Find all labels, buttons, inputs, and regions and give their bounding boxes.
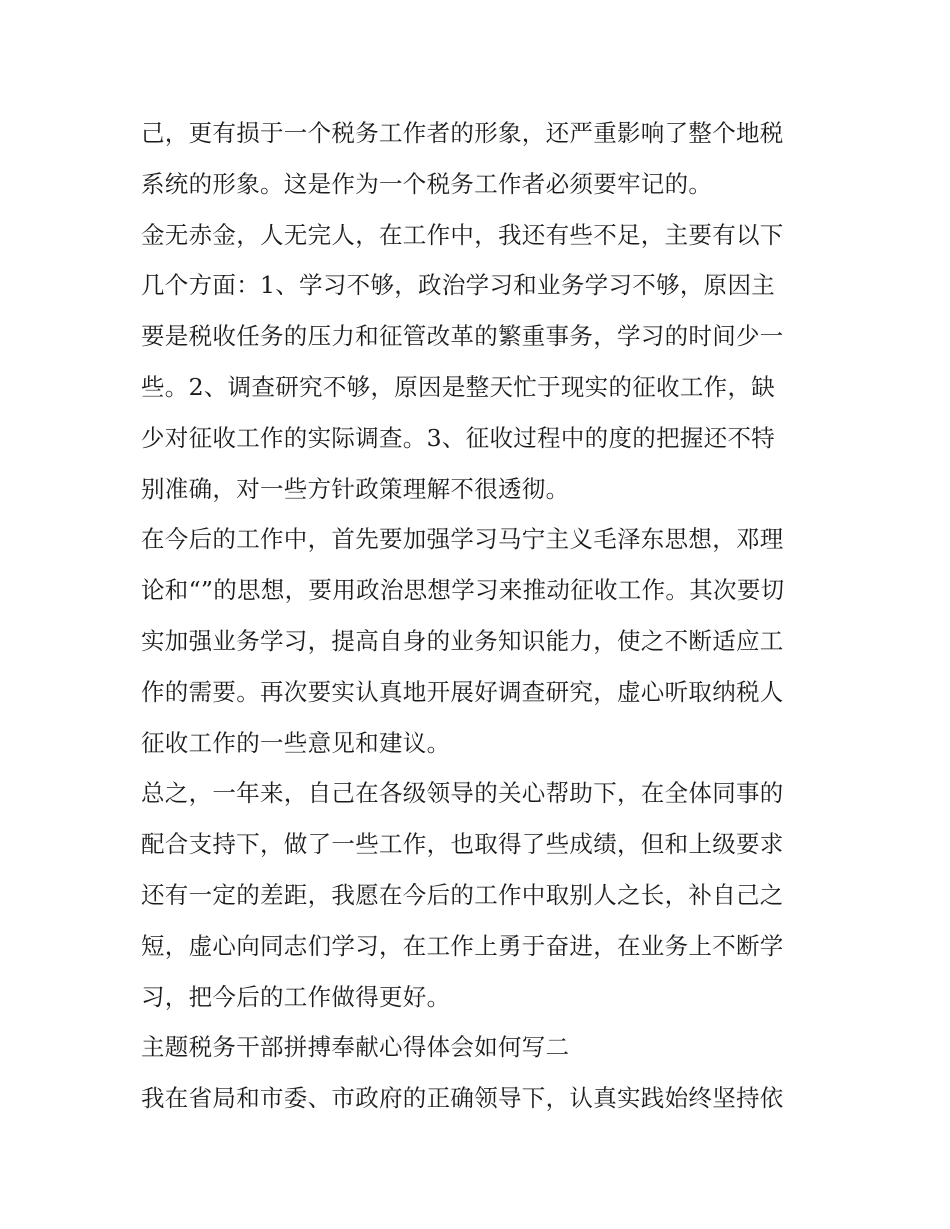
text-line: 还有一定的差距，我愿在今后的工作中取别人之长，补自己之 [141,880,784,909]
text-line: 我在省局和市委、市政府的正确领导下，认真实践始终坚持依 [141,1084,784,1113]
text-line: 几个方面：1、学习不够，政治学习和业务学习不够，原因主 [141,271,776,300]
text-line: 少对征收工作的实际调查。3、征收过程中的度的把握还不特 [141,423,776,452]
document-body [141,108,821,1124]
text-line: 配合支持下，做了一些工作，也取得了些成绩，但和上级要求 [141,830,784,859]
text-line: 论和“”的思想，要用政治思想学习来推动征收工作。其次要切 [141,576,785,605]
text-line: 己，更有损于一个税务工作者的形象，还严重影响了整个地税 [141,119,784,147]
text-line: 短，虚心向同志们学习，在工作上勇于奋进，在业务上不断学 [141,931,784,960]
text-line: 些。2、调查研究不够，原因是整天忙于现实的征收工作，缺 [141,372,776,401]
text-line: 征收工作的一些意见和建议。 [141,728,451,757]
text-line: 实加强业务学习，提高自身的业务知识能力，使之不断适应工 [141,626,784,655]
section-heading: 主题税务干部拼搏奉献心得体会如何写二 [141,1033,570,1062]
text-line: 在今后的工作中，首先要加强学习马宁主义毛泽东思想，邓理 [141,525,784,554]
text-line: 要是税收任务的压力和征管改革的繁重事务，学习的时间少一 [141,322,784,351]
text-line: 作的需要。再次要实认真地开展好调查研究，虚心听取纳税人 [141,677,784,706]
text-line: 别准确，对一些方针政策理解不很透彻。 [141,474,570,503]
text-line: 总之，一年来，自己在各级领导的关心帮助下，在全体同事的 [141,779,784,808]
text-line: 习，把今后的工作做得更好。 [141,982,451,1011]
text-line: 系统的形象。这是作为一个税务工作者必须要牢记的。 [141,169,713,198]
text-line: 金无赤金，人无完人，在工作中，我还有些不足，主要有以下 [141,220,784,249]
